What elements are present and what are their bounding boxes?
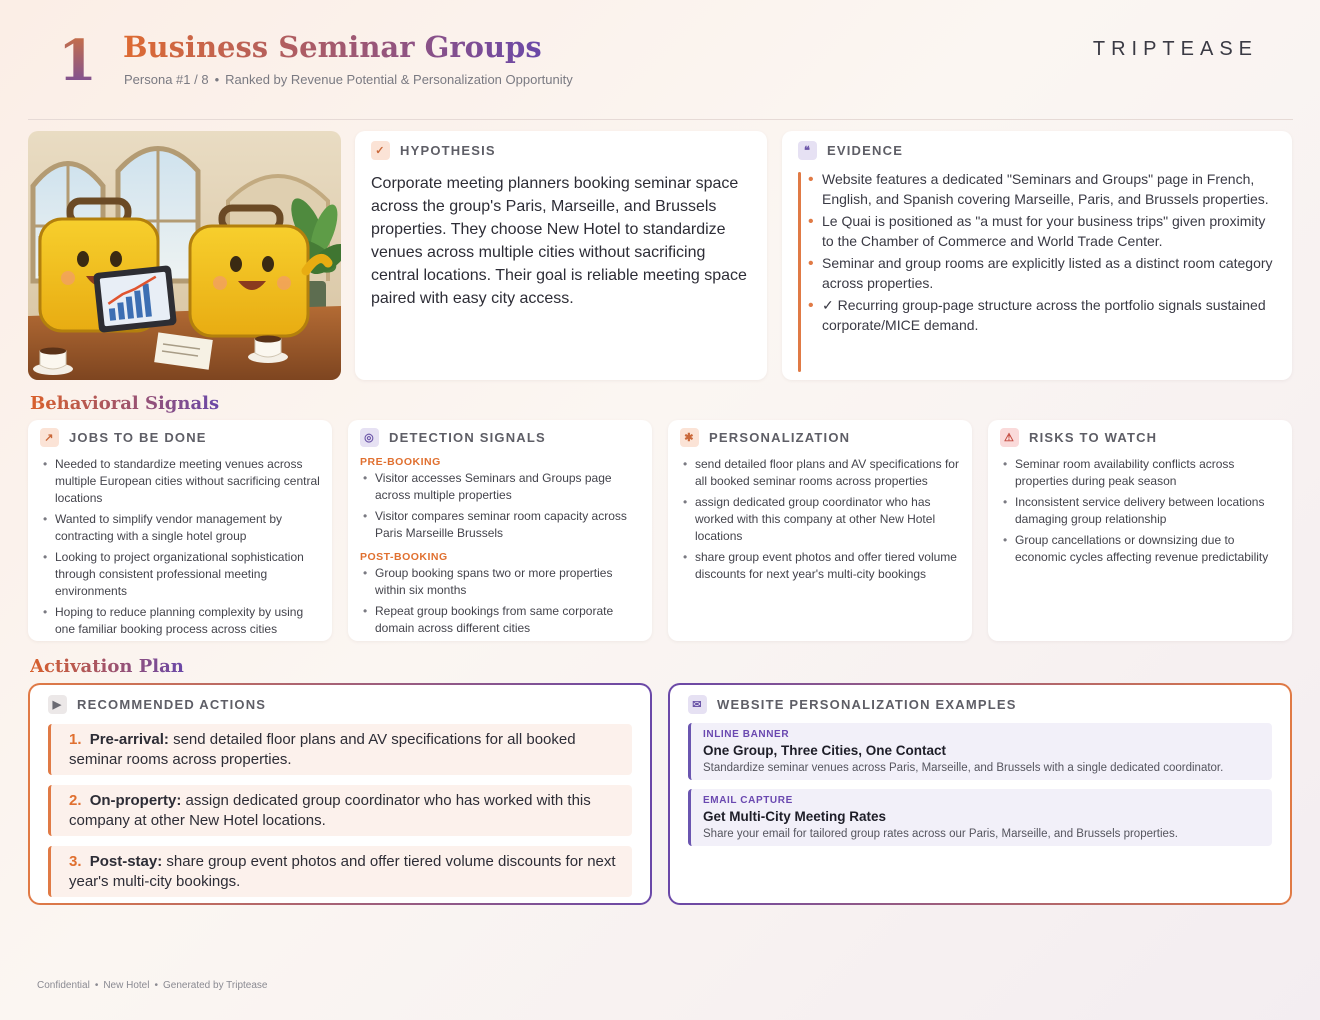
list-item: • Group cancellations or downsizing due to economic cycles affecting revenue predictability	[1000, 532, 1280, 566]
list-item: • send detailed floor plans and AV specifications for all booked seminar rooms across properties	[680, 456, 960, 490]
action-number: 3.	[69, 853, 82, 870]
behavioral-signals-title: Behavioral Signals	[30, 393, 220, 414]
evidence-header	[798, 141, 1276, 160]
page-title: Business Seminar Groups	[123, 30, 542, 64]
website-heading: WEBSITE PERSONALIZATION EXAMPLES	[717, 697, 1017, 712]
post-booking-list	[360, 565, 640, 637]
recommended-actions-panel	[28, 683, 652, 905]
quote-icon: ❝	[798, 141, 817, 160]
list-item: • Group booking spans two or more properties within six months	[360, 565, 640, 599]
list-item: • share group event photos and offer tiered volume discounts for next year's multi-city bookings	[680, 549, 960, 583]
brand-logo: TRIPTEASE	[1092, 38, 1258, 60]
evidence-item: • Seminar and group rooms are explicitly listed as a distinct room category across properties.	[822, 254, 1276, 293]
action-text: share group event photos and offer tiered volume discounts for next year's multi-city bookings.	[69, 853, 616, 890]
evidence-heading: EVIDENCE	[827, 143, 904, 158]
action-item	[48, 846, 632, 897]
page-subtitle	[124, 72, 573, 87]
hypothesis-text: Corporate meeting planners booking seminar space across the group's Paris, Marseille, and Brussels properties. They choose New Hotel to standardize venues across multiple cities without sacrificing central locations. Their goal is reliable meeting space paired with easy city access.	[371, 175, 747, 307]
actions-header	[48, 695, 632, 714]
personalization-card	[668, 420, 972, 641]
list-item: • Hoping to reduce planning complexity by using one familiar booking process across cities	[40, 604, 320, 638]
check-icon: ✓	[371, 141, 390, 160]
header-divider	[28, 119, 1293, 120]
persona-label: Persona #1 / 8	[124, 72, 209, 87]
footer-confidential: Confidential	[37, 980, 90, 991]
website-header	[688, 695, 1272, 714]
play-icon: ▶	[48, 695, 67, 714]
footer-generated: Generated by Triptease	[162, 980, 268, 991]
jobs-list	[40, 456, 320, 638]
list-item: • Looking to project organizational sophistication through consistent professional meeting environments	[40, 549, 320, 600]
action-phase: Pre-arrival:	[89, 731, 169, 748]
ranking-label: Ranked by Revenue Potential & Personalization Opportunity	[225, 72, 573, 87]
example-headline: One Group, Three Cities, One Contact	[703, 743, 947, 758]
post-booking-label: POST-BOOKING	[360, 551, 448, 563]
action-number: 2.	[69, 792, 82, 809]
list-item: • Needed to standardize meeting venues across multiple European cities without sacrificing central locations	[40, 456, 320, 507]
detection-signals-card	[348, 420, 652, 641]
action-phase: On-property:	[89, 792, 182, 809]
target-icon: ◎	[360, 428, 379, 447]
personalization-list	[680, 456, 960, 583]
action-text: assign dedicated group coordinator who has worked with this company at other New Hotel locations.	[69, 792, 591, 829]
list-item: • Repeat group bookings from same corporate domain across different cities	[360, 603, 640, 637]
evidence-item: • Le Quai is positioned as "a must for your business trips" given proximity to the Chamber of Commerce and World Trade Center.	[822, 212, 1276, 251]
example-headline: Get Multi-City Meeting Rates	[703, 809, 887, 824]
evidence-card	[782, 131, 1292, 380]
jobs-to-be-done-card	[28, 420, 332, 641]
detection-heading: DETECTION SIGNALS	[389, 430, 546, 445]
action-text: send detailed floor plans and AV specifications for all booked seminar rooms across properties.	[69, 731, 576, 768]
actions-heading: RECOMMENDED ACTIONS	[77, 697, 267, 712]
example-tag: EMAIL CAPTURE	[703, 795, 793, 806]
list-item: • Seminar room availability conflicts across properties during peak season	[1000, 456, 1280, 490]
personalization-heading: PERSONALIZATION	[709, 430, 851, 445]
detection-header	[360, 428, 640, 447]
arrow-up-right-icon: ↗	[40, 428, 59, 447]
activation-plan-title: Activation Plan	[30, 656, 184, 677]
warning-icon: ⚠	[1000, 428, 1019, 447]
separator-dot: •	[94, 980, 99, 991]
footer-client: New Hotel	[103, 980, 150, 991]
hypothesis-header	[371, 141, 751, 160]
separator-dot: •	[154, 980, 158, 991]
personalization-header	[680, 428, 960, 447]
list-item: • Inconsistent service delivery between locations damaging group relationship	[1000, 494, 1280, 528]
action-phase: Post-stay:	[89, 853, 163, 870]
email-capture-example	[688, 789, 1272, 846]
risks-heading: RISKS TO WATCH	[1029, 430, 1158, 445]
list-item: • Wanted to simplify vendor management by contracting with a single hotel group	[40, 511, 320, 545]
envelope-icon: ✉	[688, 695, 707, 714]
list-item: • assign dedicated group coordinator who has worked with this company at other New Hotel locations	[680, 494, 960, 545]
example-description: Standardize seminar venues across Paris, Marseille, and Brussels with a single dedicated coordinator.	[703, 762, 1224, 774]
jobs-heading: JOBS TO BE DONE	[69, 430, 207, 445]
hypothesis-heading: HYPOTHESIS	[400, 143, 496, 158]
separator-dot: •	[214, 72, 220, 87]
evidence-item: • Website features a dedicated "Seminars and Groups" page in French, English, and Spanish covering Marseille, Paris, and Brussels properties.	[822, 170, 1276, 209]
evidence-list	[822, 170, 1276, 335]
persona-illustration	[28, 131, 341, 380]
pre-booking-label: PRE-BOOKING	[360, 456, 441, 468]
example-tag: INLINE BANNER	[703, 729, 790, 740]
sparkle-icon: ✱	[680, 428, 699, 447]
action-number: 1.	[69, 731, 82, 748]
jobs-header	[40, 428, 320, 447]
page-footer	[37, 980, 268, 991]
action-item	[48, 785, 632, 836]
list-item: • Visitor compares seminar room capacity across Paris Marseille Brussels	[360, 508, 640, 542]
risks-list	[1000, 456, 1280, 566]
inline-banner-example	[688, 723, 1272, 780]
example-description: Share your email for tailored group rates across our Paris, Marseille, and Brussels properties.	[703, 828, 1178, 840]
pre-booking-list	[360, 470, 640, 542]
website-personalization-panel	[668, 683, 1292, 905]
list-item: • Visitor accesses Seminars and Groups page across multiple properties	[360, 470, 640, 504]
risks-card	[988, 420, 1292, 641]
risks-header	[1000, 428, 1280, 447]
page-header	[0, 0, 1320, 120]
persona-number: 1	[58, 28, 97, 94]
evidence-accent-bar	[798, 172, 801, 372]
evidence-item: • ✓ Recurring group-page structure across the portfolio signals sustained corporate/MICE demand.	[822, 296, 1276, 335]
hypothesis-card	[355, 131, 767, 380]
action-item	[48, 724, 632, 775]
